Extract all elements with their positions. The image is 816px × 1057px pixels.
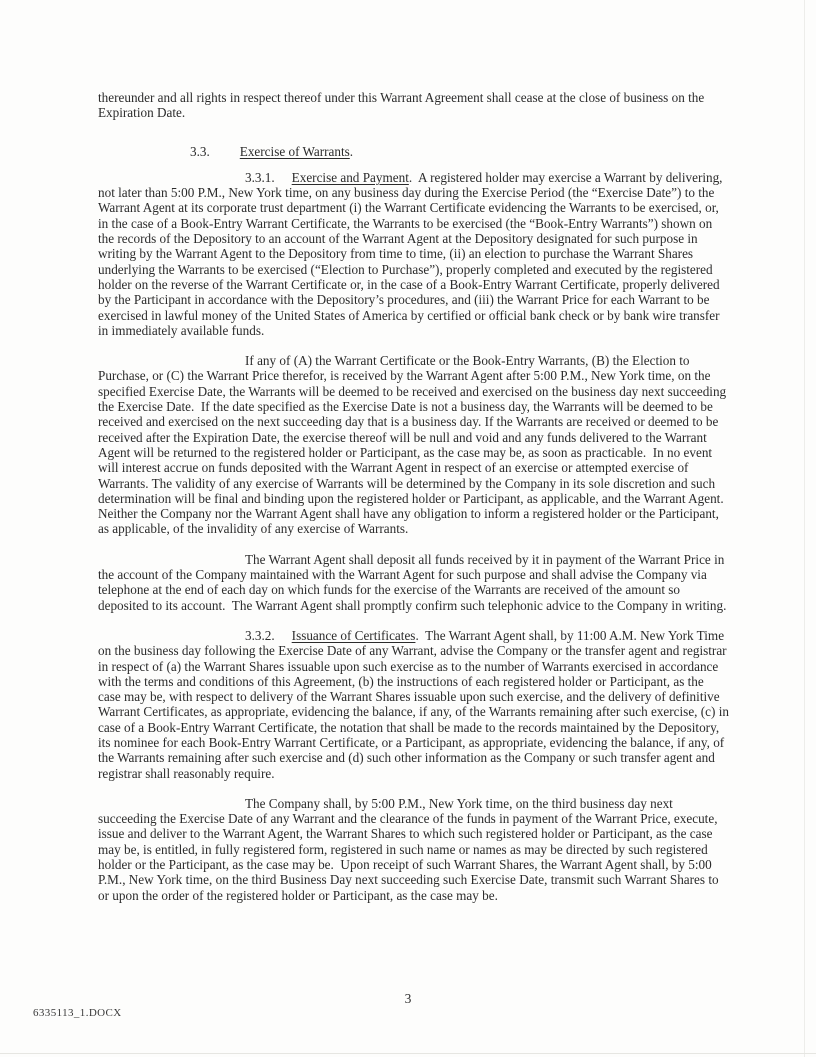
subsection-body-text: The Warrant Agent shall, by 11:00 A.M. New York Time on the business day following the Exercise Date of any Warrant, advise the Company or the transfer agent and registrar in respect of (a) the Warrant Shares issuable upon such exercise as to the number of Warrants exercised in accordance with the terms and conditions of this Agreement, (b) the instructions of each registered holder or Participant, as the case may be, with respect to delivery of the Warrant Shares issuable upon such exercise, and the delivery of definitive Warrant Certificates, as appropriate, evidencing the balance, if any, of the Warrants remaining after such exercise, (c) in case of a Book-Entry Warrant Certificate, the notation that shall be made to the records maintained by the Depository, its nominee for each Book-Entry Warrant Certificate, or a Participant, as appropriate, evidencing the balance, if any, of the Warrants remaining after such exercise and (d) such other information as the Company or such transfer agent and registrar shall reasonably require. <box>98 627 733 781</box>
subsection-body-text: A registered holder may exercise a Warrant by delivering, not later than 5:00 P.M., New York time, on any business day during the Exercise Period (the “Exercise Date”) to the Warrant Agent at its corporate trust department (i) the Warrant Certificate evidencing the Warrants to be exercised, or, in the case of a Book-Entry Warrant Certificate, the Warrants to be exercised (the “Book-Entry Warrants”) shown on the records of the Depository to an account of the Warrant Agent at the Depository designated for such purpose in writing by the Warrant Agent to the Depository from time to time, (ii) an election to purchase the Warrant Shares underlying the Warrants to be exercised (“Election to Purchase”), properly completed and executed by the registered holder on the reverse of the Warrant Certificate or, in the case of a Book-Entry Warrant Certificate, properly delivered by the Participant in accordance with the Depository’s procedures, and (iii) the Warrant Price for each Warrant to be exercised in lawful money of the United States of America by certified or official bank check or by bank wire transfer in immediately available funds. <box>98 169 726 338</box>
subsection-3-3-2-paragraph-2: The Company shall, by 5:00 P.M., New York time, on the third business day next succeeding the Exercise Date of any Warrant and the clearance of the funds in payment of the Warrant Price, execute, issue and deliver to the Warrant Agent, the Warrant Shares to which such registered holder or Participant, as the case may be, is entitled, in fully registered form, registered in such name or names as may be directed by such registered holder or the Participant, as the case may be. Upon receipt of such Warrant Shares, the Warrant Agent shall, by 5:00 P.M., New York time, on the third Business Day next succeeding such Exercise Date, transmit such Warrant Shares to or upon the order of the registered holder or Participant, as the case may be. <box>98 795 722 903</box>
subsection-title: Issuance of Certificates <box>291 627 416 643</box>
footer-filename: 6335113_1.DOCX <box>33 1007 122 1019</box>
page-number: 3 <box>404 991 412 1006</box>
subsection-title-separator: . <box>408 169 419 185</box>
subsection-3-3-1-paragraph-1 <box>98 170 729 338</box>
section-heading-3-3 <box>98 144 729 159</box>
document-content <box>98 90 733 918</box>
subsection-3-3-1-paragraph-2: If any of (A) the Warrant Certificate or the Book-Entry Warrants, (B) the Election to Purchase, or (C) the Warrant Price therefor, is received by the Warrant Agent after 5:00 P.M., New York time, on the specified Exercise Date, the Warrants will be deemed to be received and exercised on the business day next succeeding the Exercise Date. If the date specified as the Exercise Date is not a business day, the Warrants will be deemed to be received and exercised on the next succeeding day that is a business day. If the Warrants are received or deemed to be received after the Expiration Date, the exercise thereof will be null and void and any funds delivered to the Warrant Agent will be returned to the registered holder or Participant, as the case may be, as soon as practicable. In no event will interest accrue on funds deposited with the Warrant Agent in respect of an exercise or attempted exercise of Warrants. The validity of any exercise of Warrants will be determined by the Company in its sole discretion and such determination will be final and binding upon the registered holder or Participant, as applicable, and the Warrant Agent. Neither the Company nor the Warrant Agent shall have any obligation to inform a registered holder or the Participant, as applicable, of the invalidity of any exercise of Warrants. <box>98 353 731 537</box>
section-title-period: . <box>349 143 354 159</box>
paragraph-continuation: thereunder and all rights in respect thereof under this Warrant Agreement shall cease at the close of business on the Expiration Date. <box>98 90 708 121</box>
subsection-number: 3.3.1. <box>245 169 275 185</box>
section-number: 3.3. <box>190 143 210 159</box>
scan-edge-bottom <box>0 1053 816 1054</box>
subsection-3-3-1-paragraph-3: The Warrant Agent shall deposit all funds received by it in payment of the Warrant Price in the account of the Company maintained with the Warrant Agent for such purpose and shall advise the Company via telephone at the end of each day on which funds for the exercise of the Warrants are received of the amount so deposited to its account. The Warrant Agent shall promptly confirm such telephonic advice to the Company in writing. <box>98 551 728 613</box>
subsection-title: Exercise and Payment <box>291 169 409 185</box>
scan-edge-right <box>804 0 805 1057</box>
subsection-title-separator: . <box>415 627 426 643</box>
section-title: Exercise of Warrants <box>239 143 350 159</box>
subsection-number: 3.3.2. <box>245 627 275 643</box>
subsection-3-3-2-paragraph-1 <box>98 627 733 781</box>
